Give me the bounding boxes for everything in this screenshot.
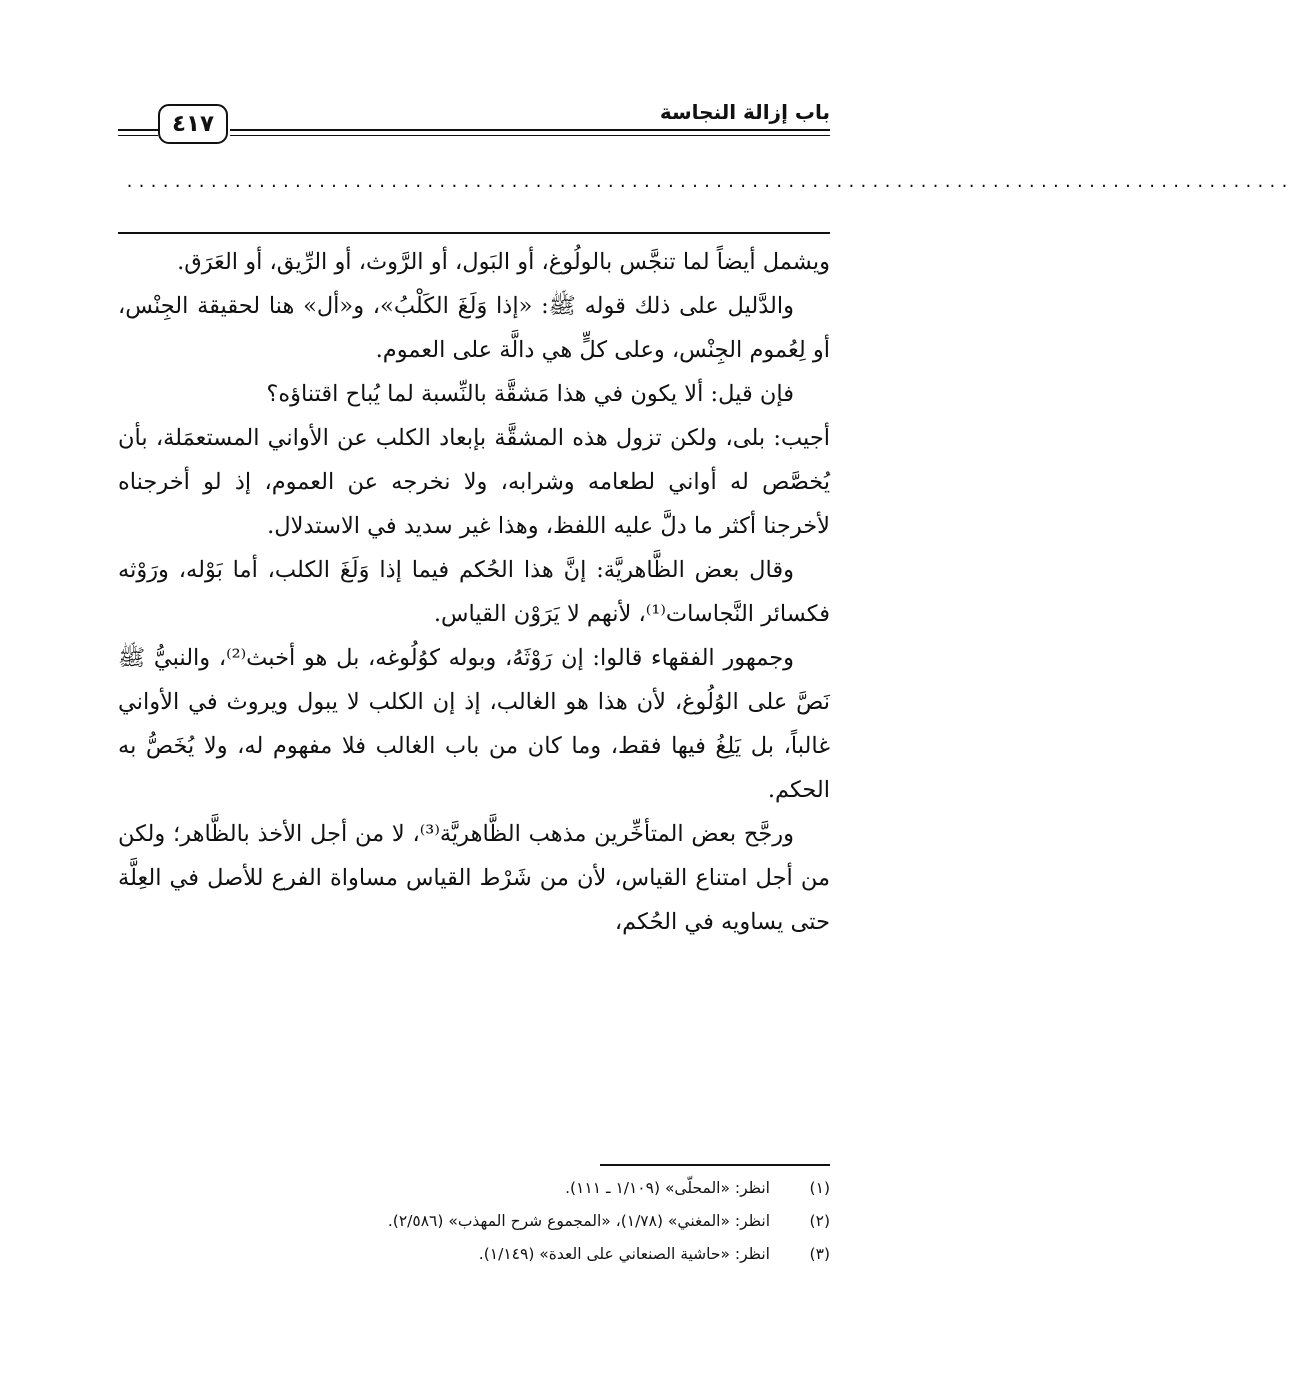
footnote-rule bbox=[600, 1164, 830, 1166]
footnote-number: (٢) bbox=[809, 1212, 830, 1230]
dotted-separator: ································································································· bbox=[125, 177, 1292, 195]
footnote bbox=[118, 1172, 830, 1205]
footnote-text: انظر: «المغني» (١/٧٨)، «المجموع شرح المهذب» (٢/٥٨٦). bbox=[387, 1212, 770, 1230]
paragraph: ويشمل أيضاً لما تنجَّس بالولُوغ، أو البَول، أو الرَّوث، أو الرِّيق، أو العَرَق. bbox=[177, 249, 830, 275]
footnote bbox=[118, 1205, 830, 1238]
header-rule-right bbox=[230, 129, 830, 136]
body-text bbox=[118, 240, 830, 944]
footnote-text: انظر: «المحلّى» (١/١٠٩ ـ ١١١). bbox=[565, 1179, 770, 1197]
paragraph: فإن قيل: ألا يكون في هذا مَشقَّة بالنِّسبة لما يُباح اقتناؤه؟ bbox=[266, 381, 794, 407]
paragraph: وجمهور الفقهاء قالوا: إن رَوْثَهُ، وبوله كوُلُوغه، بل هو أخبث⁽²⁾، والنبيُّ ﷺ نَصَّ على الوُلُوغ، لأن هذا هو الغالب، إذ إن الكلب لا يبول ويروث في الأواني غالباً، بل يَلِغُ فيها فقط، وما كان من باب الغالب فلا مفهوم له، ولا يُخَصُّ به الحكم. bbox=[118, 645, 830, 803]
footnotes bbox=[118, 1172, 830, 1271]
footnote-number: (٣) bbox=[809, 1245, 830, 1263]
page-number: ٤١٧ bbox=[158, 104, 228, 144]
paragraph: ورجَّح بعض المتأخِّرين مذهب الظَّاهريَّة⁽³⁾، لا من أجل الأخذ بالظَّاهر؛ ولكن من أجل امتناع القياس، لأن من شَرْط القياس مساواة الفرع للأصل في العِلَّة حتى يساويه في الحُكم، bbox=[118, 821, 830, 935]
paragraph: وقال بعض الظَّاهريَّة: إنَّ هذا الحُكم فيما إذا وَلَغَ الكلب، أما بَوْله، ورَوْثه فكسائر النَّجاسات⁽¹⁾، لأنهم لا يَرَوْن القياس. bbox=[118, 557, 830, 627]
footnote-number: (١) bbox=[809, 1179, 830, 1197]
chapter-title: باب إزالة النجاسة bbox=[659, 100, 830, 124]
paragraph: والدَّليل على ذلك قوله ﷺ: «إذا وَلَغَ الكَلْبُ»، و«أل» هنا لحقيقة الجِنْس، أو لِعُموم الجِنْس، وعلى كلٍّ هي دالَّة على العموم. bbox=[118, 293, 830, 363]
page-header bbox=[118, 100, 830, 148]
paragraph: أجيب: بلى، ولكن تزول هذه المشقَّة بإبعاد الكلب عن الأواني المستعمَلة، بأن يُخصَّص له أواني لطعامه وشرابه، ولا نخرجه عن العموم، إذ لو أخرجناه لأخرجنا أكثر ما دلَّ عليه اللفظ، وهذا غير سديد في الاستدلال. bbox=[118, 425, 830, 539]
top-rule bbox=[118, 232, 830, 234]
header-rule-left bbox=[118, 129, 158, 136]
footnote-text: انظر: «حاشية الصنعاني على العدة» (١/١٤٩). bbox=[478, 1245, 770, 1263]
footnote bbox=[118, 1238, 830, 1271]
